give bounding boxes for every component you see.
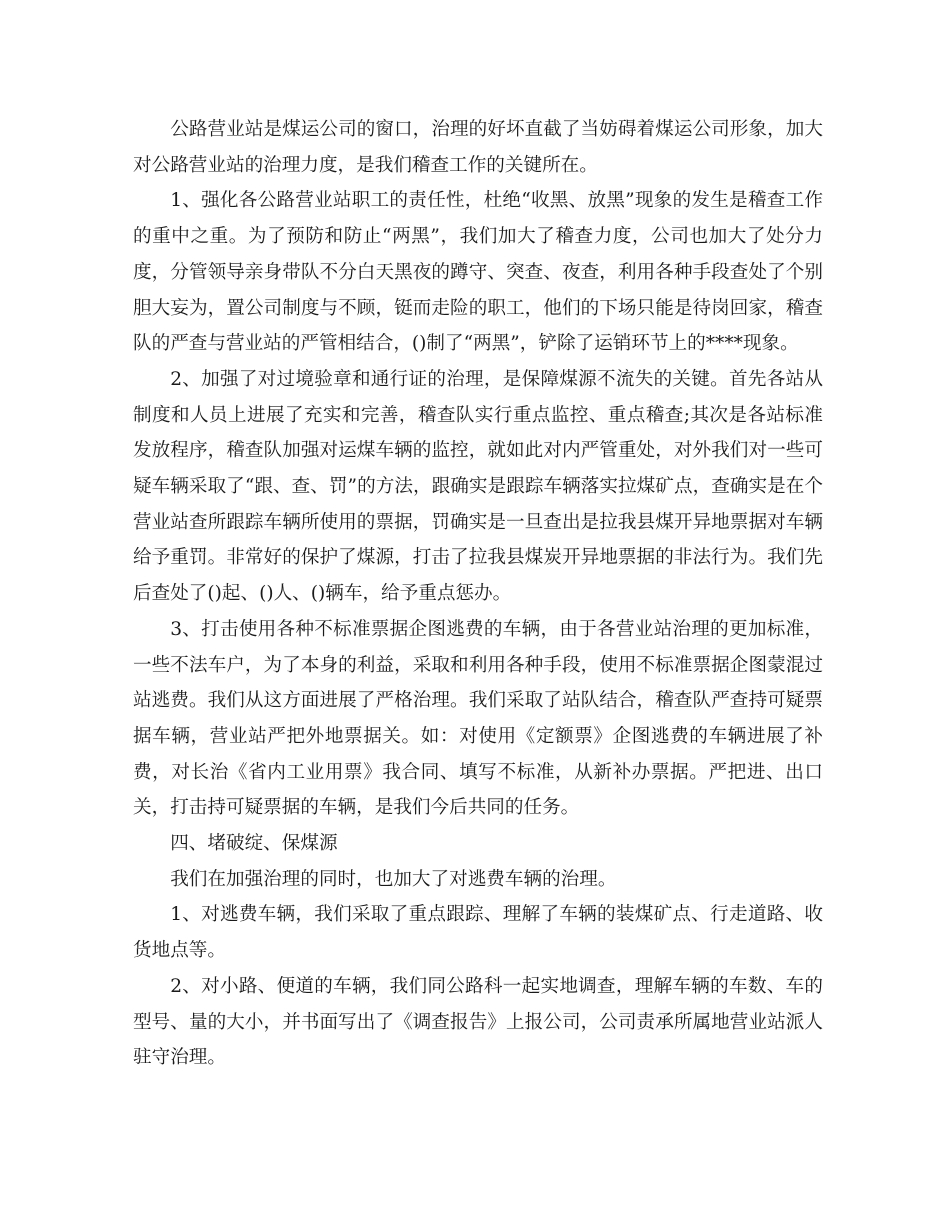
paragraph: 2、对小路、便道的车辆，我们同公路科一起实地调查，理解车辆的车数、车的型号、量的大小，并书面写出了《调查报告》上报公司，公司责承所属地营业站派人驻守治理。 — [133, 975, 823, 1069]
paragraph: 1、强化各公路营业站职工的责任性，杜绝“收黑、放黑”现象的发生是稽查工作的重中之重。为了预防和防止“两黑”，我们加大了稽查力度，公司也加大了处分力度，分管领导亲身带队不分白天黑夜的蹲守、突查、夜查，利用各种手段查处了个别胆大妄为，置公司制度与不顾，铤而走险的职工，他们的下场只能是待岗回家，稽查队的严查与营业站的严管相结合，()制了“两黑”，铲除了运销环节上的****现象。 — [133, 190, 823, 355]
paragraph: 我们在加强治理的同时，也加大了对逃费车辆的治理。 — [170, 868, 617, 890]
document-body — [133, 112, 823, 1076]
paragraph: 2、加强了对过境验章和通行证的治理，是保障煤源不流失的关键。首先各站从制度和人员上进展了充实和完善，稽查队实行重点监控、重点稽查;其次是各站标准发放程序，稽查队加强对运煤车辆的监控，就如此对内严管重处，对外我们对一些可疑车辆采取了“跟、查、罚”的方法，跟确实是跟踪车辆落实拉煤矿点，查确实是在个营业站查所跟踪车辆所使用的票据，罚确实是一旦查出是拉我县煤开异地票据对车辆给予重罚。非常好的保护了煤源，打击了拉我县煤炭开异地票据的非法行为。我们先后查处了()起、()人、()辆车，给予重点惩办。 — [133, 368, 823, 605]
paragraph: 1、对逃费车辆，我们采取了重点跟踪、理解了车辆的装煤矿点、行走道路、收货地点等。 — [133, 904, 823, 962]
section-heading: 四、堵破绽、保煤源 — [170, 833, 338, 855]
paragraph: 3、打击使用各种不标准票据企图逃费的车辆，由于各营业站治理的更加标准，一些不法车户，为了本身的利益，采取和利用各种手段，使用不标准票据企图蒙混过站逃费。我们从这方面进展了严格治理。我们采取了站队结合，稽查队严查持可疑票据车辆，营业站严把外地票据关。如：对使用《定额票》企图逃费的车辆进展了补费，对长治《省内工业用票》我合同、填写不标准，从新补办票据。严把进、出口关，打击持可疑票据的车辆，是我们今后共同的任务。 — [133, 618, 823, 819]
paragraph: 公路营业站是煤运公司的窗口，治理的好坏直截了当妨碍着煤运公司形象，加大对公路营业站的治理力度，是我们稽查工作的关键所在。 — [133, 119, 823, 176]
